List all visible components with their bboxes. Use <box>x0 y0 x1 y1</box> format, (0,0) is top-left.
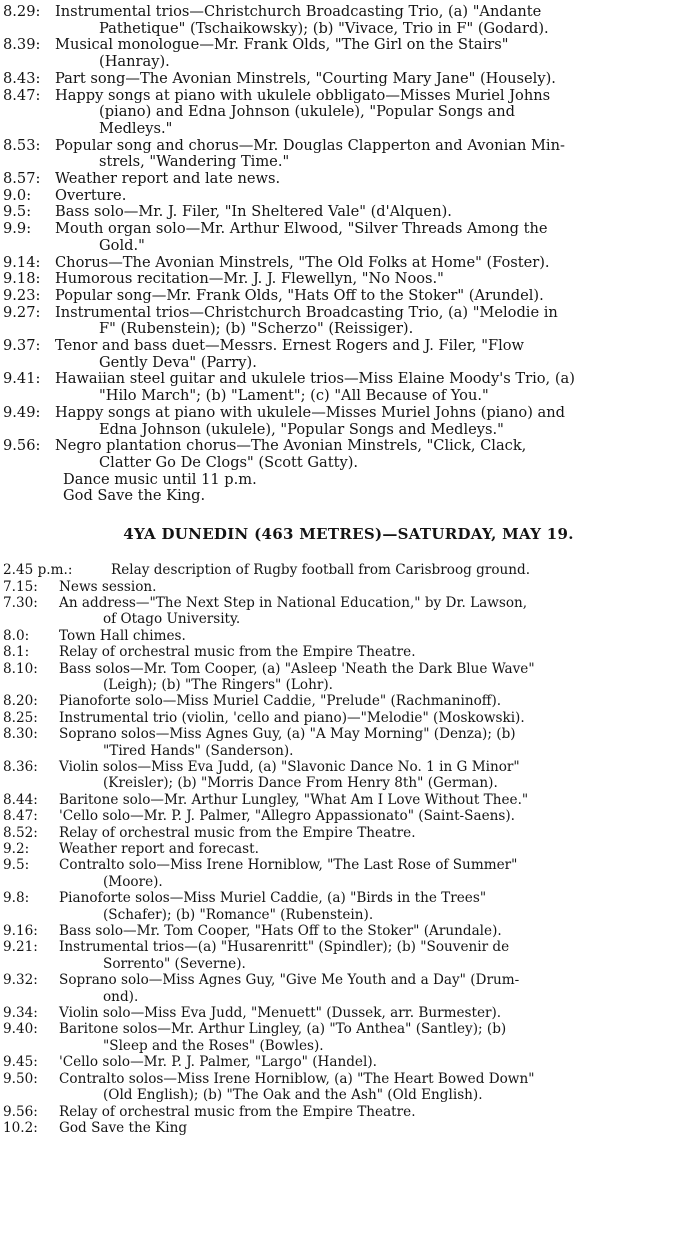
programme-entry <box>3 255 694 272</box>
entry-time: 8.47: <box>3 86 41 104</box>
entry-description <box>55 405 694 438</box>
entry-line: Edna Johnson (ukulele), "Popular Songs and Medleys." <box>99 420 504 438</box>
programme-entry <box>3 221 694 254</box>
entry-time: 9.9: <box>3 220 32 238</box>
programme-entry <box>3 188 694 205</box>
entry-description <box>59 1054 694 1070</box>
entry-line: Weather report and forecast. <box>59 841 259 857</box>
entry-line: (Old English); (b) "The Oak and the Ash" (Old English). <box>103 1087 483 1104</box>
entry-time: 9.0: <box>3 186 32 204</box>
entry-description <box>59 972 694 1005</box>
programme-entry <box>3 1005 694 1021</box>
entry-time: 8.53: <box>3 136 41 154</box>
programme-entry <box>3 204 694 221</box>
entry-line: (piano) and Edna Johnson (ukulele), "Popular Songs and <box>99 103 515 121</box>
entry-line: "Tired Hands" (Sanderson). <box>103 742 294 759</box>
programme-entry <box>3 438 694 471</box>
entry-time: 8.39: <box>3 36 41 54</box>
closing-line: Dance music until 11 p.m. <box>63 470 257 488</box>
entry-time: 8.0: <box>3 627 30 644</box>
programme-entry <box>3 1021 694 1054</box>
entry-time: 9.8: <box>3 890 30 907</box>
station-heading: 4YA DUNEDIN (463 METRES)—SATURDAY, MAY 19. <box>123 525 574 544</box>
entry-description <box>59 726 694 759</box>
programme-entry <box>3 595 694 628</box>
entry-time: 9.2: <box>3 841 30 857</box>
entry-time: 8.36: <box>3 758 38 775</box>
entry-time: 8.29: <box>3 3 41 20</box>
entry-line: Pianoforte solos—Miss Muriel Caddie, (a) "Birds in the Trees" <box>59 890 487 907</box>
entry-description <box>55 138 694 171</box>
programme-entry <box>3 661 694 694</box>
entry-line: Humorous recitation—Mr. J. J. Flewellyn, "No Noos." <box>55 270 444 288</box>
entry-line: Relay of orchestral music from the Empire Theatre. <box>59 1103 416 1120</box>
entry-line: F" (Rubenstein); (b) "Scherzo" (Reissiger). <box>99 320 414 338</box>
entry-line: News session. <box>59 578 157 595</box>
programme-entry <box>3 726 694 759</box>
entry-description <box>59 923 694 939</box>
entry-line: (Leigh); (b) "The Ringers" (Lohr). <box>103 676 333 693</box>
entry-line: Popular song—Mr. Frank Olds, "Hats Off to the Stoker" (Arundel). <box>55 286 544 304</box>
entry-description <box>59 857 694 890</box>
entry-description <box>59 628 694 644</box>
entry-line: Bass solos—Mr. Tom Cooper, (a) "Asleep 'Neath the Dark Blue Wave" <box>59 660 535 677</box>
entry-line: of Otago University. <box>103 611 241 628</box>
entry-line: (Moore). <box>103 873 163 890</box>
entry-time: 9.32: <box>3 972 38 989</box>
entry-line: God Save the King <box>59 1119 188 1136</box>
entry-time: 7.15: <box>3 578 38 595</box>
entry-description <box>59 939 694 972</box>
programme-entry <box>3 693 694 709</box>
entry-line: Instrumental trio (violin, 'cello and piano)—"Melodie" (Moskowski). <box>59 709 525 726</box>
entry-time: 8.30: <box>3 726 38 743</box>
entry-time: 9.18: <box>3 270 41 288</box>
entry-line: Bass solo—Mr. J. Filer, "In Sheltered Vale" (d'Alquen). <box>55 203 452 221</box>
programme-entry <box>3 37 694 70</box>
entry-line: Part song—The Avonian Minstrels, "Courting Mary Jane" (Housely). <box>55 69 556 87</box>
entry-line: (Hanray). <box>99 53 170 71</box>
entry-time: 8.44: <box>3 791 38 808</box>
entry-description <box>55 37 694 70</box>
entry-description <box>59 1104 694 1120</box>
entry-time: 7.30: <box>3 594 38 611</box>
programme-entry <box>3 792 694 808</box>
programme-entry <box>3 171 694 188</box>
entry-line: Tenor and bass duet—Messrs. Ernest Rogers and J. Filer, "Flow <box>55 337 525 355</box>
entry-line: Sorrento" (Severne). <box>103 955 246 972</box>
entry-time: 9.27: <box>3 303 41 321</box>
entry-time: 9.37: <box>3 337 41 355</box>
entry-line: Contralto solo—Miss Irene Horniblow, "The Last Rose of Summer" <box>59 857 518 874</box>
entry-line: Negro plantation chorus—The Avonian Minstrels, "Click, Clack, <box>55 437 527 455</box>
entry-time: 9.21: <box>3 939 38 956</box>
entry-description <box>55 338 694 371</box>
entry-time: 8.43: <box>3 69 41 87</box>
entry-description <box>59 710 694 726</box>
entry-description <box>59 579 694 595</box>
entry-description <box>55 71 694 88</box>
programme-entry <box>3 825 694 841</box>
entry-line: ond). <box>103 988 139 1005</box>
programme-entry <box>3 644 694 660</box>
entry-line: Happy songs at piano with ukulele—Misses Muriel Johns (piano) and <box>55 403 565 421</box>
entry-time: 8.1: <box>3 644 30 661</box>
entry-line: Bass solo—Mr. Tom Cooper, "Hats Off to the Stoker" (Arundale). <box>59 923 502 940</box>
entry-description <box>59 792 694 808</box>
programme-entry <box>3 371 694 404</box>
entry-time: 8.20: <box>3 693 38 710</box>
entry-line: Gently Deva" (Parry). <box>99 353 257 371</box>
entry-description <box>59 1005 694 1021</box>
programme-entry <box>3 923 694 939</box>
entry-line: Hawaiian steel guitar and ukulele trios—Miss Elaine Moody's Trio, (a) <box>55 370 575 388</box>
entry-description <box>59 1071 694 1104</box>
entry-line: Soprano solo—Miss Agnes Guy, "Give Me Youth and a Day" (Drum- <box>59 972 520 989</box>
entry-line: Town Hall chimes. <box>59 627 186 644</box>
entry-description <box>59 825 694 841</box>
entry-description <box>59 841 694 857</box>
entry-line: Happy songs at piano with ukulele obbligato—Misses Muriel Johns <box>55 86 551 104</box>
entry-line: Pianoforte solo—Miss Muriel Caddie, "Prelude" (Rachmaninoff). <box>59 693 502 710</box>
entry-time: 9.23: <box>3 286 41 304</box>
entry-line: (Schafer); (b) "Romance" (Rubenstein). <box>103 906 374 923</box>
entry-line: Relay description of Rugby football from Carisbroog ground. <box>111 562 531 579</box>
entry-time: 8.57: <box>3 170 41 188</box>
entry-description <box>59 661 694 694</box>
entry-line: Baritone solos—Mr. Arthur Lingley, (a) "To Anthea" (Santley); (b) <box>59 1021 507 1038</box>
entry-line: Chorus—The Avonian Minstrels, "The Old Folks at Home" (Foster). <box>55 253 550 271</box>
entry-line: Gold." <box>99 236 145 254</box>
programme-entry <box>3 138 694 171</box>
entry-time: 8.25: <box>3 709 38 726</box>
entry-description <box>59 890 694 923</box>
entry-description <box>59 808 694 824</box>
entry-description <box>55 371 694 404</box>
entry-line: Pathetique" (Tschaikowsky); (b) "Vivace, Trio in F" (Godard). <box>99 19 549 37</box>
programme-entry <box>3 88 694 138</box>
entry-line: 'Cello solo—Mr. P. J. Palmer, "Allegro Appassionato" (Saint-Saens). <box>59 808 515 825</box>
entry-description <box>111 562 694 578</box>
entry-description <box>55 188 694 205</box>
programme-entry <box>3 405 694 438</box>
programme-entry <box>3 71 694 88</box>
entry-time: 9.14: <box>3 253 41 271</box>
entry-line: Popular song and chorus—Mr. Douglas Clapperton and Avonian Min- <box>55 136 565 154</box>
programme-entry <box>3 1071 694 1104</box>
programme-entry <box>3 4 694 37</box>
programme-entry <box>3 338 694 371</box>
entry-line: (Kreisler); (b) "Morris Dance From Henry 8th" (German). <box>103 775 498 792</box>
entry-line: Soprano solos—Miss Agnes Guy, (a) "A May Morning" (Denza); (b) <box>59 726 516 743</box>
programme-entry <box>3 808 694 824</box>
programme-entry <box>3 579 694 595</box>
entry-time: 2.45 p.m.: <box>3 562 73 579</box>
entry-description <box>55 4 694 37</box>
entry-line: Violin solo—Miss Eva Judd, "Menuett" (Dussek, arr. Burmester). <box>59 1005 502 1022</box>
entry-line: Musical monologue—Mr. Frank Olds, "The Girl on the Stairs" <box>55 36 509 54</box>
entry-description <box>59 1021 694 1054</box>
entry-time: 9.16: <box>3 923 38 940</box>
entry-description <box>55 271 694 288</box>
entry-line: Relay of orchestral music from the Empire Theatre. <box>59 824 416 841</box>
programme-entry <box>3 1104 694 1120</box>
entry-line: Instrumental trios—(a) "Husarenritt" (Spindler); (b) "Souvenir de <box>59 939 510 956</box>
entry-description <box>59 693 694 709</box>
entry-description <box>59 595 694 628</box>
entry-line: Clatter Go De Clogs" (Scott Gatty). <box>99 453 359 471</box>
entry-line: 'Cello solo—Mr. P. J. Palmer, "Largo" (Handel). <box>59 1054 377 1071</box>
entry-line: Instrumental trios—Christchurch Broadcasting Trio, (a) "Melodie in <box>55 303 558 321</box>
entry-time: 9.56: <box>3 437 41 455</box>
entry-time: 9.40: <box>3 1021 38 1038</box>
entry-time: 9.45: <box>3 1054 38 1071</box>
entry-description <box>59 759 694 792</box>
programme-entry <box>3 857 694 890</box>
entry-line: Overture. <box>55 186 127 204</box>
entry-description <box>59 644 694 660</box>
entry-line: Baritone solo—Mr. Arthur Lungley, "What Am I Love Without Thee." <box>59 791 529 808</box>
entry-description <box>55 88 694 138</box>
programme-entry <box>3 1120 694 1136</box>
programme-entry <box>3 710 694 726</box>
programme-entry <box>3 628 694 644</box>
entry-description <box>55 288 694 305</box>
programme-entry <box>3 1054 694 1070</box>
programme-entry <box>3 288 694 305</box>
closing-line: God Save the King. <box>63 487 206 505</box>
entry-time: 9.50: <box>3 1070 38 1087</box>
programme-entry <box>3 305 694 338</box>
entry-time: 9.34: <box>3 1005 38 1022</box>
entry-time: 9.41: <box>3 370 41 388</box>
programme-entry <box>3 562 694 578</box>
entry-description <box>55 255 694 272</box>
programme-entry <box>3 972 694 1005</box>
programme-section-christchurch <box>3 4 694 505</box>
entry-line: Instrumental trios—Christchurch Broadcasting Trio, (a) "Andante <box>55 3 542 20</box>
entry-time: 9.49: <box>3 403 41 421</box>
entry-description <box>55 171 694 188</box>
entry-line: Weather report and late news. <box>55 170 281 188</box>
entry-description <box>55 221 694 254</box>
entry-line: An address—"The Next Step in National Education," by Dr. Lawson, <box>59 594 528 611</box>
entry-time: 8.10: <box>3 660 38 677</box>
programme-entry <box>3 841 694 857</box>
entry-line: Mouth organ solo—Mr. Arthur Elwood, "Silver Threads Among the <box>55 220 548 238</box>
entry-time: 9.5: <box>3 857 30 874</box>
entry-time: 10.2: <box>3 1119 38 1136</box>
entry-line: Relay of orchestral music from the Empire Theatre. <box>59 644 416 661</box>
entry-time: 8.47: <box>3 808 38 825</box>
programme-entry <box>3 759 694 792</box>
entry-time: 9.5: <box>3 203 32 221</box>
programme-entry <box>3 939 694 972</box>
entry-description <box>55 204 694 221</box>
programme-section-dunedin <box>3 562 694 1136</box>
programme-entry <box>3 271 694 288</box>
entry-line: Medleys." <box>99 119 173 137</box>
entry-line: "Sleep and the Roses" (Bowles). <box>103 1037 324 1054</box>
entry-description <box>55 438 694 471</box>
entry-line: "Hilo March"; (b) "Lament"; (c) "All Because of You." <box>99 387 489 405</box>
entry-description <box>59 1120 694 1136</box>
entry-time: 9.56: <box>3 1103 38 1120</box>
entry-description <box>55 305 694 338</box>
entry-time: 8.52: <box>3 824 38 841</box>
entry-line: Contralto solos—Miss Irene Horniblow, (a) "The Heart Bowed Down" <box>59 1070 535 1087</box>
programme-entry <box>3 890 694 923</box>
entry-line: strels, "Wandering Time." <box>99 153 290 171</box>
entry-line: Violin solos—Miss Eva Judd, (a) "Slavonic Dance No. 1 in G Minor" <box>59 758 520 775</box>
